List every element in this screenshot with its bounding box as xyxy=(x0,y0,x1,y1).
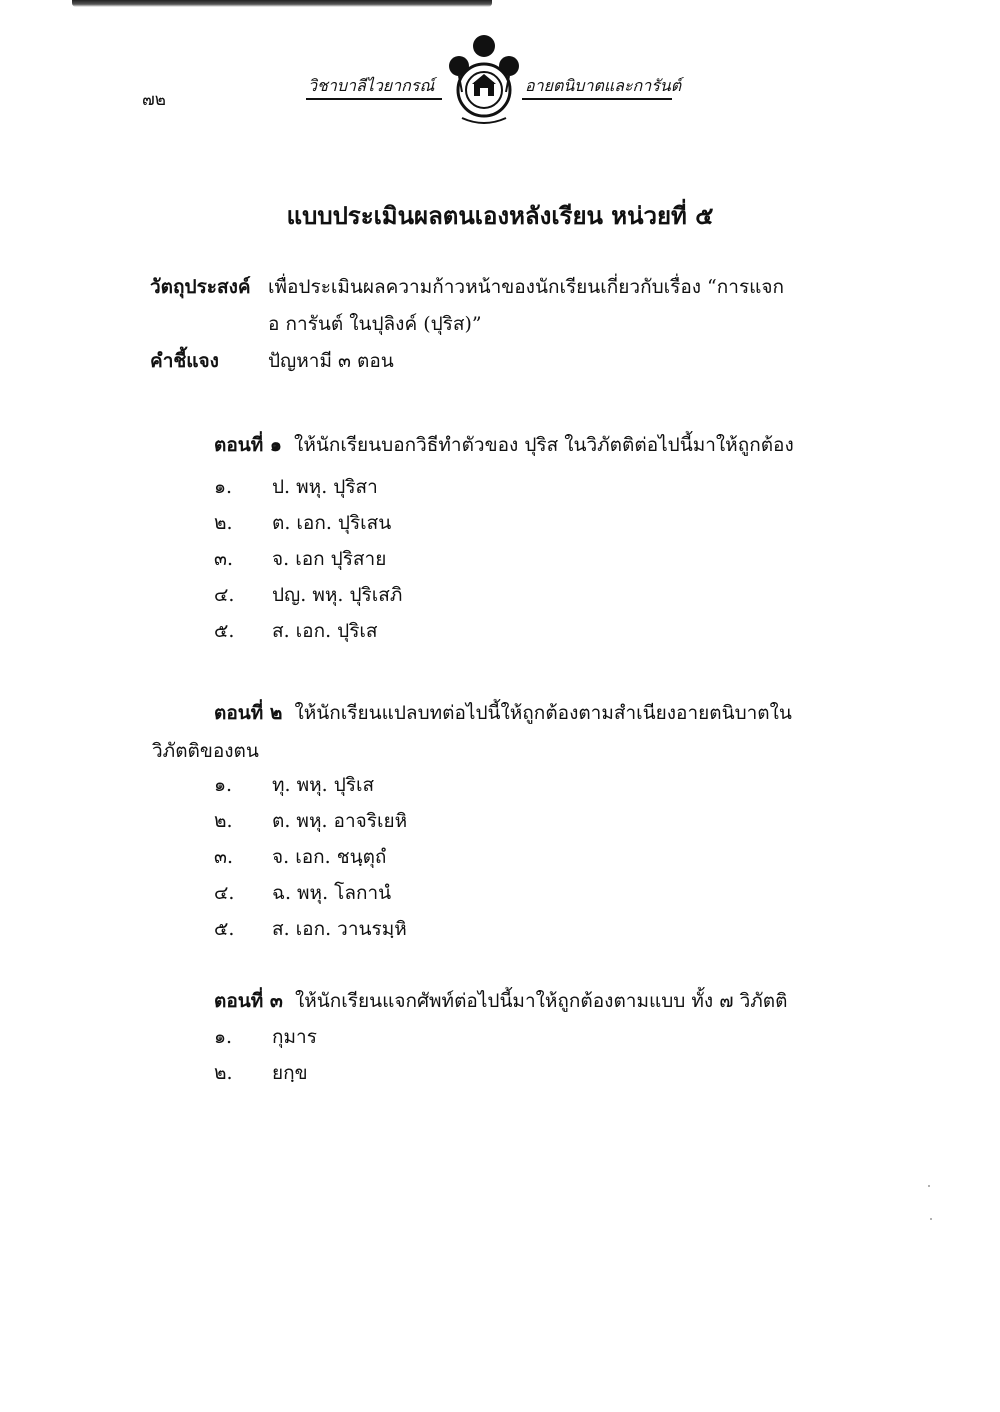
part3-heading xyxy=(214,986,787,1016)
part2-text: ให้นักเรียนแปลบทต่อไปนี้ให้ถูกต้องตามสำเนียงอายตนิบาตใน xyxy=(294,702,792,724)
list-item: ๑. ทุ. พหุ. ปุริเส xyxy=(214,774,375,796)
instruction-label: คำชี้แจง xyxy=(150,350,219,372)
header-subject: วิชาบาลีไวยากรณ์ xyxy=(308,76,435,95)
scan-edge-mark xyxy=(72,0,492,7)
list-item: ๑. ป. พหุ. ปุริสา xyxy=(214,476,378,498)
list-item: ๓. จ. เอก. ชนฺตุถํ xyxy=(214,846,387,868)
scan-speck xyxy=(928,1185,930,1187)
header-underline-right xyxy=(522,98,672,100)
part3-text: ให้นักเรียนแจกศัพท์ต่อไปนี้มาให้ถูกต้องตามแบบ ทั้ง ๗ วิภัตติ xyxy=(294,990,788,1012)
list-item: ๒. ต. พหุ. อาจริเยหิ xyxy=(214,810,408,832)
objective-text-line1: เพื่อประเมินผลความก้าวหน้าของนักเรียนเกี่ยวกับเรื่อง “การแจก xyxy=(268,276,785,298)
objective-label: วัตถุประสงค์ xyxy=(150,276,251,298)
list-item: ๑. กุมาร xyxy=(214,1026,317,1048)
part2-heading xyxy=(214,698,792,728)
header-topic: อายตนิบาตและการันต์ xyxy=(525,76,682,95)
objective-text-line2: อ การันต์ ในปุลิงค์ (ปุริส)” xyxy=(268,313,482,335)
part2-text-continued: วิภัตติของตน xyxy=(152,740,259,762)
list-item: ๔. ฉ. พหุ. โลกานํ xyxy=(214,882,392,904)
list-item: ๒. ยกฺข xyxy=(214,1062,308,1084)
part1-heading xyxy=(214,430,794,460)
list-item: ๒. ต. เอก. ปุริเสน xyxy=(214,512,392,534)
page-number: ๗๒ xyxy=(142,90,166,110)
header-underline-left xyxy=(306,98,442,100)
part1-text: ให้นักเรียนบอกวิธีทำตัวของ ปุริส ในวิภัตติต่อไปนี้มาให้ถูกต้อง xyxy=(294,434,794,456)
instruction-text: ปัญหามี ๓ ตอน xyxy=(268,350,394,372)
list-item: ๕. ส. เอก. วานรมฺหิ xyxy=(214,918,407,940)
school-emblem-icon xyxy=(438,32,530,132)
page-title: แบบประเมินผลตนเองหลังเรียน หน่วยที่ ๕ xyxy=(286,201,714,230)
part1-label: ตอนที่ ๑ xyxy=(214,434,282,456)
list-item: ๓. จ. เอก ปุริสาย xyxy=(214,548,387,570)
part2-label: ตอนที่ ๒ xyxy=(214,702,283,724)
scan-speck xyxy=(930,1218,932,1220)
part3-label: ตอนที่ ๓ xyxy=(214,990,283,1012)
list-item: ๕. ส. เอก. ปุริเส xyxy=(214,620,378,642)
list-item: ๔. ปญ. พหุ. ปุริเสภิ xyxy=(214,584,403,606)
